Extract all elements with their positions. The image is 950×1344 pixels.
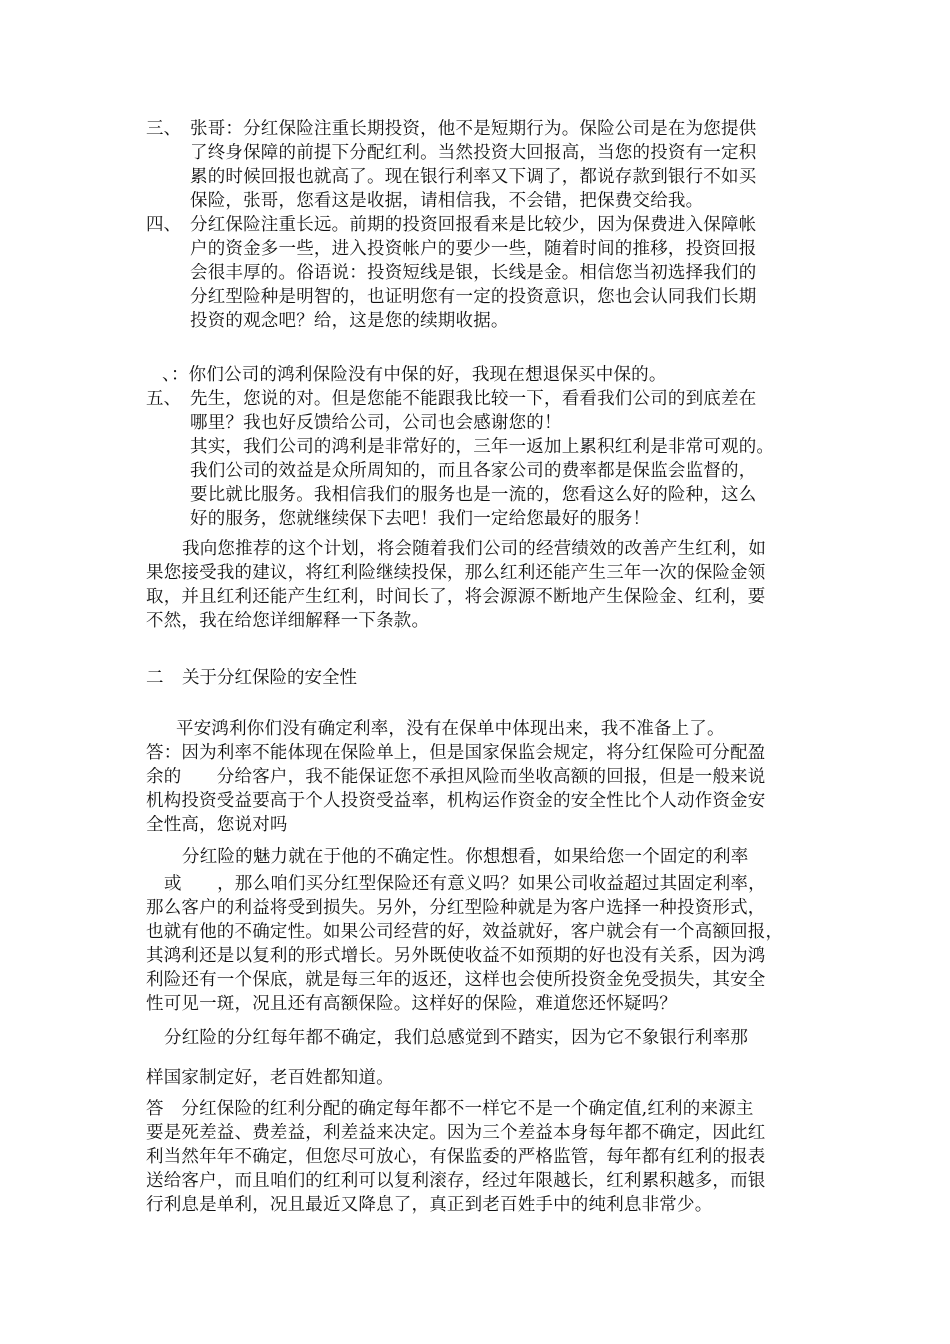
answer-line: 要是死差益、费差益，利差益来决定。因为三个差益本身每年都不确定，因此红 [146,1123,766,1143]
paragraph-line: 分红险的魅力就在于他的不确定性。你想想看，如果给您一个固定的利率 [182,847,749,867]
objection-line: 、：你们公司的鸿利保险没有中保的好，我现在想退保买中保的。 [162,365,667,385]
answer-line: 余的 分给客户，我不能保证您不承担风险而坐收高额的回报，但是一般来说 [146,767,766,787]
answer-line: 答 分红保险的红利分配的确定每年都不一样它不是一个确定值,红利的来源主 [146,1099,754,1119]
paragraph-line: 分红保险注重长远。前期的投资回报看来是比较少，因为保费进入保障帐 [190,215,757,235]
paragraph-line: 其实，我们公司的鸿利是非常好的，三年一返加上累积红利是非常可观的。 [190,437,775,457]
section-number: 二 [146,668,164,688]
paragraph-line: 投资的观念吧？给，这是您的续期收据。 [190,311,509,331]
question-line: 平安鸿利你们没有确定利率，没有在保单中体现出来，我不准备上了。 [176,719,725,739]
item-number: 四、 [146,215,181,235]
paragraph-line: 我们公司的效益是众所周知的，而且各家公司的费率都是保监会监督的， [190,461,757,481]
paragraph-line: 也就有他的不确定性。如果公司经营的好，效益就好，客户就会有一个高额回报， [146,922,784,942]
paragraph-line: 会很丰厚的。俗语说：投资短线是银，长线是金。相信您当初选择我们的 [190,263,757,283]
paragraph-line: 累的时候回报也就高了。现在银行利率又下调了，都说存款到银行不如买 [190,167,757,187]
paragraph-line: 哪里？我也好反馈给公司，公司也会感谢您的！ [190,413,562,433]
paragraph-line: 张哥：分红保险注重长期投资，他不是短期行为。保险公司是在为您提供 [190,119,757,139]
paragraph-line: 分红型险种是明智的，也证明您有一定的投资意识，您也会认同我们长期 [190,287,757,307]
answer-line: 答：因为利率不能体现在保险单上，但是国家保监会规定，将分红保险可分配盈 [146,743,766,763]
section-title: 关于分红保险的安全性 [182,668,357,688]
paragraph-line: 其鸿利还是以复利的形式增长。另外既使收益不如预期的好也没有关系，因为鸿 [146,946,766,966]
paragraph-line: 取，并且红利还能产生红利，时间长了，将会源源不断地产生保险金、红利，要 [146,587,766,607]
question-line: 样国家制定好，老百姓都知道。 [146,1068,394,1088]
paragraph-line: 那么客户的利益将受到损失。另外，分红型险种就是为客户选择一种投资形式， [146,898,766,918]
answer-line: 全性高，您说对吗 [146,815,288,835]
answer-line: 机构投资受益要高于个人投资受益率，机构运作资金的安全性比个人动作资金安 [146,791,766,811]
paragraph-line: 利险还有一个保底，就是每三年的返还，这样也会使所投资金免受损失，其安全 [146,970,766,990]
paragraph-line: 性可见一斑，况且还有高额保险。这样好的保险，难道您还怀疑吗？ [146,994,677,1014]
paragraph-line: 户的资金多一些，进入投资帐户的要少一些，随着时间的推移，投资回报 [190,239,757,259]
paragraph-line: 了终身保障的前提下分配红利。当然投资大回报高，当您的投资有一定积 [190,143,757,163]
paragraph-line: 要比就比服务。我相信我们的服务也是一流的，您看这么好的险种，这么 [190,485,757,505]
answer-line: 利当然年年不确定，但您尽可放心，有保监委的严格监管，每年都有红利的报表 [146,1147,766,1167]
question-line: 分红险的分红每年都不确定，我们总感觉到不踏实，因为它不象银行利率那 [164,1028,749,1048]
item-number: 五、 [146,389,181,409]
answer-line: 行利息是单利，况且最近又降息了，真正到老百姓手中的纯利息非常少。 [146,1195,713,1215]
paragraph-line: 或 ，那么咱们买分红型保险还有意义吗？如果公司收益超过其固定利率， [164,874,766,894]
paragraph-line: 不然，我在给您详细解释一下条款。 [146,611,430,631]
paragraph-line: 保险，张哥，您看这是收据，请相信我，不会错，把保费交给我。 [190,191,704,211]
paragraph-line: 好的服务，您就继续保下去吧！我们一定给您最好的服务！ [190,509,651,529]
paragraph-line: 我向您推荐的这个计划，将会随着我们公司的经营绩效的改善产生红利，如 [182,539,767,559]
paragraph-line: 果您接受我的建议，将红利险继续投保，那么红利还能产生三年一次的保险金领 [146,563,766,583]
answer-line: 送给客户，而且咱们的红利可以复利滚存，经过年限越长，红利累积越多，而银 [146,1171,766,1191]
paragraph-line: 先生，您说的对。但是您能不能跟我比较一下，看看我们公司的到底差在 [190,389,757,409]
item-number: 三、 [146,119,181,139]
